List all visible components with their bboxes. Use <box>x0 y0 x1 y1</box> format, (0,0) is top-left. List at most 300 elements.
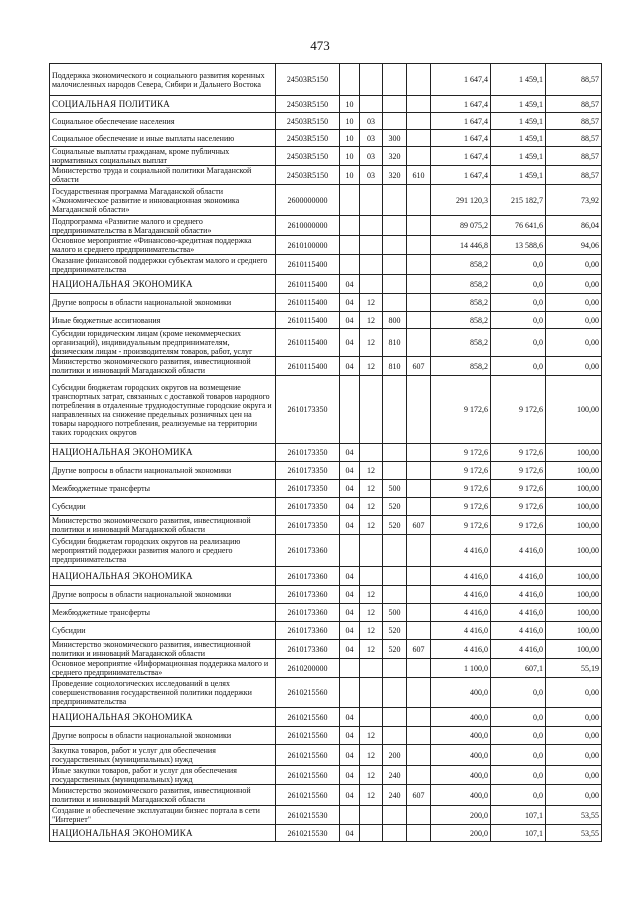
cell-section: 04 <box>340 640 360 659</box>
cell-executed: 0,0 <box>491 678 546 708</box>
cell-percent: 100,00 <box>546 516 602 535</box>
table-row <box>50 708 602 727</box>
table-row <box>50 275 602 294</box>
cell-percent: 100,00 <box>546 462 602 480</box>
cell-expense-type: 520 <box>383 640 407 659</box>
table-row <box>50 640 602 659</box>
table-row <box>50 294 602 312</box>
table-row <box>50 255 602 275</box>
cell-name: Министерство экономического развития, инвестиционной политики и инноваций Магаданской области <box>50 516 276 535</box>
cell-subsection: 12 <box>360 462 383 480</box>
cell-executed: 0,0 <box>491 294 546 312</box>
cell-planned: 400,0 <box>431 785 491 806</box>
cell-percent: 0,00 <box>546 255 602 275</box>
cell-subsection <box>360 806 383 825</box>
cell-section: 04 <box>340 745 360 766</box>
cell-subsection <box>360 708 383 727</box>
cell-code: 26102155З0 <box>276 825 340 842</box>
cell-name: Другие вопросы в области национальной экономики <box>50 462 276 480</box>
table-row <box>50 727 602 745</box>
cell-executed: 9 172,6 <box>491 516 546 535</box>
cell-executed: 0,0 <box>491 357 546 376</box>
table-row <box>50 567 602 586</box>
cell-name: Субсидии юридическим лицам (кроме некоммерческих организаций), индивидуальным предпринимателям, физическим лицам - производителям товаров, работ, услуг <box>50 329 276 357</box>
cell-expense-type <box>383 535 407 567</box>
table-row <box>50 166 602 185</box>
cell-name: Закупка товаров, работ и услуг для обеспечения государственных (муниципальных) нужд <box>50 745 276 766</box>
cell-percent: 88,57 <box>546 166 602 185</box>
cell-percent: 100,00 <box>546 535 602 567</box>
cell-subsection: 12 <box>360 586 383 604</box>
cell-expense-type: 320 <box>383 166 407 185</box>
cell-department: 610 <box>407 166 431 185</box>
table-row <box>50 516 602 535</box>
cell-planned: 400,0 <box>431 708 491 727</box>
cell-section: 04 <box>340 275 360 294</box>
cell-code: 24503R5150 <box>276 64 340 96</box>
cell-executed: 4 416,0 <box>491 640 546 659</box>
cell-planned: 1 647,4 <box>431 147 491 166</box>
cell-department <box>407 480 431 498</box>
cell-planned: 291 120,3 <box>431 185 491 216</box>
cell-name: Оказание финансовой поддержки субъектам малого и среднего предпринимательства <box>50 255 276 275</box>
cell-percent: 0,00 <box>546 678 602 708</box>
cell-code: 24503R5150 <box>276 96 340 113</box>
cell-executed: 4 416,0 <box>491 622 546 640</box>
cell-name: НАЦИОНАЛЬНАЯ ЭКОНОМИКА <box>50 708 276 727</box>
cell-expense-type <box>383 444 407 462</box>
cell-percent: 100,00 <box>546 444 602 462</box>
cell-code: 2610173350 <box>276 516 340 535</box>
table-row <box>50 586 602 604</box>
cell-percent: 100,00 <box>546 586 602 604</box>
cell-section: 04 <box>340 825 360 842</box>
cell-planned: 400,0 <box>431 678 491 708</box>
cell-expense-type <box>383 806 407 825</box>
cell-planned: 9 172,6 <box>431 480 491 498</box>
table-row <box>50 785 602 806</box>
cell-expense-type <box>383 678 407 708</box>
cell-planned: 1 647,4 <box>431 96 491 113</box>
cell-department: 607 <box>407 785 431 806</box>
cell-name: Государственная программа Магаданской области «Экономическое развитие и инновационная экономика Магаданской области» <box>50 185 276 216</box>
cell-executed: 4 416,0 <box>491 586 546 604</box>
cell-subsection <box>360 216 383 236</box>
cell-expense-type <box>383 727 407 745</box>
cell-code: 2610115400 <box>276 357 340 376</box>
cell-department <box>407 216 431 236</box>
cell-code: 26102155З0 <box>276 806 340 825</box>
cell-section <box>340 659 360 678</box>
cell-department <box>407 294 431 312</box>
cell-planned: 1 647,4 <box>431 130 491 147</box>
cell-subsection: 12 <box>360 498 383 516</box>
cell-percent: 53,55 <box>546 825 602 842</box>
cell-name: Другие вопросы в области национальной экономики <box>50 727 276 745</box>
cell-code: 2610173360 <box>276 622 340 640</box>
cell-department: 607 <box>407 516 431 535</box>
cell-planned: 9 172,6 <box>431 498 491 516</box>
cell-percent: 88,57 <box>546 96 602 113</box>
cell-expense-type <box>383 64 407 96</box>
cell-expense-type <box>383 255 407 275</box>
cell-department <box>407 586 431 604</box>
cell-subsection <box>360 255 383 275</box>
cell-subsection <box>360 678 383 708</box>
cell-subsection: 03 <box>360 147 383 166</box>
table-row <box>50 130 602 147</box>
cell-code: 2610100000 <box>276 236 340 255</box>
cell-section: 04 <box>340 766 360 785</box>
cell-code: 24503R5150 <box>276 166 340 185</box>
cell-percent: 0,00 <box>546 727 602 745</box>
cell-expense-type: 520 <box>383 622 407 640</box>
cell-expense-type: 240 <box>383 785 407 806</box>
cell-name: Социальные выплаты гражданам, кроме публичных нормативных социальных выплат <box>50 147 276 166</box>
cell-executed: 4 416,0 <box>491 567 546 586</box>
cell-code: 2600000000 <box>276 185 340 216</box>
cell-section <box>340 64 360 96</box>
table-row <box>50 185 602 216</box>
table-row <box>50 216 602 236</box>
cell-name: НАЦИОНАЛЬНАЯ ЭКОНОМИКА <box>50 444 276 462</box>
cell-planned: 858,2 <box>431 329 491 357</box>
cell-expense-type <box>383 294 407 312</box>
cell-department <box>407 329 431 357</box>
cell-department <box>407 255 431 275</box>
cell-planned: 9 172,6 <box>431 376 491 444</box>
cell-code: 2610215560 <box>276 678 340 708</box>
cell-percent: 100,00 <box>546 567 602 586</box>
cell-section: 04 <box>340 727 360 745</box>
cell-code: 2610173350 <box>276 498 340 516</box>
cell-section: 04 <box>340 480 360 498</box>
cell-code: 2610215560 <box>276 785 340 806</box>
table-row <box>50 96 602 113</box>
cell-department <box>407 444 431 462</box>
cell-name: Подпрограмма «Развитие малого и среднего предпринимательства в Магаданской области» <box>50 216 276 236</box>
cell-section: 04 <box>340 462 360 480</box>
cell-executed: 107,1 <box>491 806 546 825</box>
cell-executed: 1 459,1 <box>491 166 546 185</box>
cell-section: 04 <box>340 357 360 376</box>
cell-section <box>340 255 360 275</box>
cell-name: Иные бюджетные ассигнования <box>50 312 276 329</box>
cell-subsection <box>360 659 383 678</box>
cell-name: Другие вопросы в области национальной экономики <box>50 294 276 312</box>
table-row <box>50 480 602 498</box>
cell-subsection: 12 <box>360 640 383 659</box>
table-row <box>50 64 602 96</box>
cell-executed: 0,0 <box>491 255 546 275</box>
cell-expense-type: 520 <box>383 516 407 535</box>
cell-code: 2610215560 <box>276 727 340 745</box>
cell-subsection: 12 <box>360 516 383 535</box>
cell-subsection: 03 <box>360 113 383 130</box>
budget-table-body <box>50 64 602 842</box>
cell-percent: 100,00 <box>546 604 602 622</box>
cell-percent: 0,00 <box>546 294 602 312</box>
cell-code: 2610173360 <box>276 604 340 622</box>
cell-name: Создание и обеспечение эксплуатации бизнес портала в сети "Интернет" <box>50 806 276 825</box>
cell-name: Основное мероприятие «Информационная поддержка малого и среднего предпринимательства» <box>50 659 276 678</box>
cell-executed: 13 588,6 <box>491 236 546 255</box>
cell-code: 2610115400 <box>276 312 340 329</box>
cell-percent: 100,00 <box>546 622 602 640</box>
cell-code: 2610115400 <box>276 294 340 312</box>
cell-code: 2610000000 <box>276 216 340 236</box>
cell-executed: 1 459,1 <box>491 113 546 130</box>
cell-executed: 0,0 <box>491 785 546 806</box>
cell-expense-type: 810 <box>383 329 407 357</box>
cell-code: 2610173360 <box>276 640 340 659</box>
cell-section: 04 <box>340 567 360 586</box>
cell-section: 04 <box>340 604 360 622</box>
cell-percent: 100,00 <box>546 376 602 444</box>
cell-percent: 88,57 <box>546 113 602 130</box>
cell-subsection: 12 <box>360 312 383 329</box>
cell-executed: 0,0 <box>491 745 546 766</box>
cell-expense-type: 500 <box>383 604 407 622</box>
table-row <box>50 498 602 516</box>
cell-section <box>340 376 360 444</box>
cell-name: НАЦИОНАЛЬНАЯ ЭКОНОМИКА <box>50 825 276 842</box>
cell-expense-type <box>383 708 407 727</box>
cell-name: Субсидии <box>50 498 276 516</box>
cell-subsection: 03 <box>360 130 383 147</box>
cell-section: 10 <box>340 166 360 185</box>
cell-subsection: 12 <box>360 604 383 622</box>
cell-executed: 0,0 <box>491 275 546 294</box>
cell-code: 2610173350 <box>276 444 340 462</box>
cell-section <box>340 806 360 825</box>
table-row <box>50 745 602 766</box>
cell-percent: 88,57 <box>546 64 602 96</box>
cell-section: 04 <box>340 586 360 604</box>
cell-percent: 94,06 <box>546 236 602 255</box>
cell-expense-type: 200 <box>383 745 407 766</box>
cell-percent: 88,57 <box>546 130 602 147</box>
cell-code: 2610215560 <box>276 766 340 785</box>
cell-percent: 100,00 <box>546 640 602 659</box>
cell-code: 2610200000 <box>276 659 340 678</box>
cell-executed: 9 172,6 <box>491 498 546 516</box>
cell-name: Поддержка экономического и социального развития коренных малочисленных народов Севера, Сибири и Дальнего Востока <box>50 64 276 96</box>
cell-planned: 1 647,4 <box>431 166 491 185</box>
cell-subsection <box>360 535 383 567</box>
cell-expense-type: 810 <box>383 357 407 376</box>
cell-code: 2610173350 <box>276 462 340 480</box>
table-row <box>50 604 602 622</box>
table-row <box>50 113 602 130</box>
cell-subsection <box>360 567 383 586</box>
cell-code: 24503R5150 <box>276 130 340 147</box>
cell-section <box>340 535 360 567</box>
cell-expense-type <box>383 567 407 586</box>
cell-planned: 4 416,0 <box>431 567 491 586</box>
cell-executed: 215 182,7 <box>491 185 546 216</box>
cell-name: Субсидии <box>50 622 276 640</box>
table-row <box>50 236 602 255</box>
table-row <box>50 766 602 785</box>
cell-subsection: 12 <box>360 766 383 785</box>
table-row <box>50 462 602 480</box>
cell-section: 04 <box>340 329 360 357</box>
cell-executed: 9 172,6 <box>491 376 546 444</box>
cell-name: Министерство экономического развития, инвестиционной политики и инноваций Магаданской области <box>50 357 276 376</box>
cell-expense-type: 520 <box>383 498 407 516</box>
cell-subsection: 12 <box>360 785 383 806</box>
table-row <box>50 147 602 166</box>
cell-subsection <box>360 444 383 462</box>
cell-executed: 1 459,1 <box>491 64 546 96</box>
cell-planned: 400,0 <box>431 766 491 785</box>
cell-planned: 200,0 <box>431 825 491 842</box>
cell-expense-type: 320 <box>383 147 407 166</box>
cell-subsection: 12 <box>360 480 383 498</box>
cell-subsection: 12 <box>360 727 383 745</box>
table-row <box>50 825 602 842</box>
cell-expense-type <box>383 216 407 236</box>
cell-planned: 200,0 <box>431 806 491 825</box>
cell-executed: 0,0 <box>491 766 546 785</box>
cell-subsection: 12 <box>360 357 383 376</box>
cell-name: НАЦИОНАЛЬНАЯ ЭКОНОМИКА <box>50 567 276 586</box>
page-number: 473 <box>310 38 330 53</box>
cell-name: НАЦИОНАЛЬНАЯ ЭКОНОМИКА <box>50 275 276 294</box>
table-row <box>50 444 602 462</box>
cell-section: 10 <box>340 96 360 113</box>
budget-table <box>49 63 602 842</box>
cell-executed: 1 459,1 <box>491 147 546 166</box>
cell-department <box>407 498 431 516</box>
cell-name: Субсидии бюджетам городских округов на возмещение транспортных затрат, связанных с доставкой товаров народного потребления в отдаленные труднодоступные городские округа и направленных на снижение предельных розничных цен на товары народного потребления, реализуемые на территории таких городских округов <box>50 376 276 444</box>
cell-percent: 73,92 <box>546 185 602 216</box>
cell-department <box>407 64 431 96</box>
cell-section: 10 <box>340 130 360 147</box>
cell-planned: 4 416,0 <box>431 604 491 622</box>
cell-percent: 0,00 <box>546 357 602 376</box>
table-row <box>50 312 602 329</box>
cell-percent: 53,55 <box>546 806 602 825</box>
cell-expense-type: 800 <box>383 312 407 329</box>
cell-planned: 9 172,6 <box>431 444 491 462</box>
cell-executed: 4 416,0 <box>491 535 546 567</box>
cell-expense-type <box>383 275 407 294</box>
cell-percent: 55,19 <box>546 659 602 678</box>
cell-section: 10 <box>340 147 360 166</box>
cell-expense-type <box>383 96 407 113</box>
cell-executed: 9 172,6 <box>491 444 546 462</box>
cell-executed: 0,0 <box>491 312 546 329</box>
cell-section <box>340 678 360 708</box>
cell-name: Межбюджетные трансферты <box>50 604 276 622</box>
cell-department <box>407 312 431 329</box>
cell-code: 2610115400 <box>276 255 340 275</box>
cell-executed: 9 172,6 <box>491 462 546 480</box>
cell-subsection <box>360 64 383 96</box>
cell-planned: 9 172,6 <box>431 516 491 535</box>
cell-department <box>407 825 431 842</box>
cell-section: 10 <box>340 113 360 130</box>
cell-name: Министерство труда и социальной политики Магаданской области <box>50 166 276 185</box>
cell-code: 24503R5150 <box>276 113 340 130</box>
cell-code: 2610173350 <box>276 376 340 444</box>
cell-percent: 0,00 <box>546 275 602 294</box>
cell-percent: 86,04 <box>546 216 602 236</box>
cell-code: 24503R5150 <box>276 147 340 166</box>
cell-department: 607 <box>407 357 431 376</box>
cell-planned: 400,0 <box>431 745 491 766</box>
cell-planned: 1 647,4 <box>431 113 491 130</box>
cell-code: 2610115400 <box>276 329 340 357</box>
cell-section: 04 <box>340 708 360 727</box>
cell-planned: 1 647,4 <box>431 64 491 96</box>
cell-department <box>407 185 431 216</box>
cell-planned: 4 416,0 <box>431 535 491 567</box>
cell-section: 04 <box>340 312 360 329</box>
cell-code: 2610173360 <box>276 586 340 604</box>
cell-percent: 0,00 <box>546 329 602 357</box>
cell-department <box>407 147 431 166</box>
cell-department <box>407 659 431 678</box>
cell-expense-type <box>383 462 407 480</box>
cell-subsection: 12 <box>360 294 383 312</box>
cell-name: Межбюджетные трансферты <box>50 480 276 498</box>
cell-planned: 14 446,8 <box>431 236 491 255</box>
cell-department <box>407 462 431 480</box>
cell-section: 04 <box>340 294 360 312</box>
cell-subsection: 03 <box>360 166 383 185</box>
cell-department <box>407 604 431 622</box>
table-row <box>50 535 602 567</box>
cell-executed: 4 416,0 <box>491 604 546 622</box>
cell-planned: 858,2 <box>431 275 491 294</box>
cell-subsection <box>360 185 383 216</box>
cell-name: Субсидии бюджетам городских округов на реализацию мероприятий поддержки развития малого и среднего предпринимательства <box>50 535 276 567</box>
cell-subsection: 12 <box>360 329 383 357</box>
cell-expense-type <box>383 586 407 604</box>
cell-section: 04 <box>340 516 360 535</box>
cell-section: 04 <box>340 785 360 806</box>
cell-expense-type <box>383 236 407 255</box>
cell-name: Социальное обеспечение и иные выплаты населению <box>50 130 276 147</box>
table-row <box>50 329 602 357</box>
cell-name: Проведение социологических исследований в целях совершенствования государственной политики поддержки предпринимательства <box>50 678 276 708</box>
cell-code: 2610173350 <box>276 480 340 498</box>
cell-executed: 1 459,1 <box>491 96 546 113</box>
cell-department <box>407 236 431 255</box>
cell-expense-type: 300 <box>383 130 407 147</box>
cell-section: 04 <box>340 622 360 640</box>
cell-executed: 1 459,1 <box>491 130 546 147</box>
cell-planned: 4 416,0 <box>431 586 491 604</box>
cell-expense-type <box>383 185 407 216</box>
cell-department <box>407 376 431 444</box>
cell-name: Основное мероприятие «Финансово-кредитная поддержка малого и среднего предпринимательства» <box>50 236 276 255</box>
cell-percent: 0,00 <box>546 312 602 329</box>
cell-name: Другие вопросы в области национальной экономики <box>50 586 276 604</box>
cell-section: 04 <box>340 444 360 462</box>
cell-subsection <box>360 825 383 842</box>
cell-executed: 76 641,6 <box>491 216 546 236</box>
cell-expense-type <box>383 376 407 444</box>
cell-subsection <box>360 236 383 255</box>
cell-executed: 0,0 <box>491 727 546 745</box>
cell-department <box>407 678 431 708</box>
cell-department <box>407 567 431 586</box>
cell-department <box>407 766 431 785</box>
